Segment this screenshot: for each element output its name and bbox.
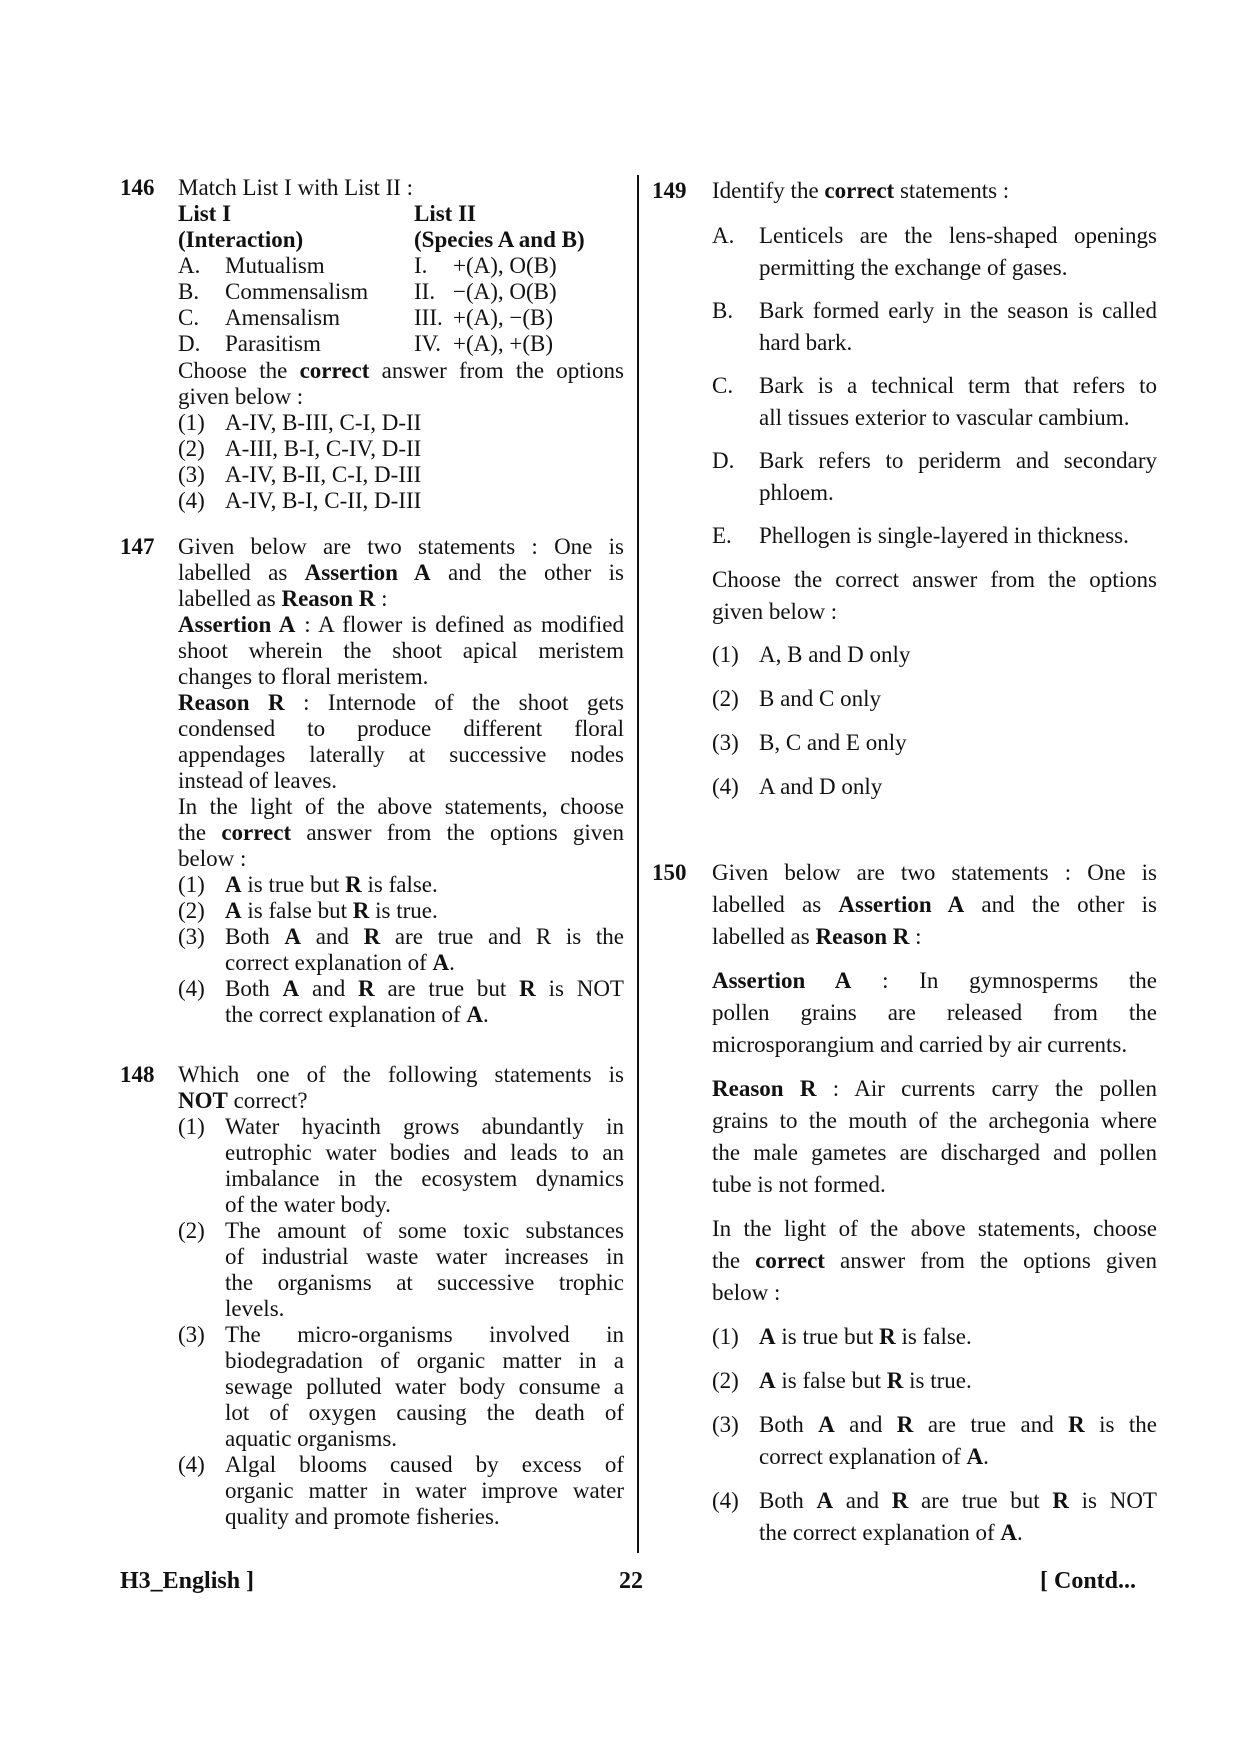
reason-line: grains to the mouth of the archegonia where (712, 1108, 1157, 1133)
list1-item: Amensalism (225, 305, 340, 330)
choose-instruction-cont: given below : (178, 384, 304, 409)
list2-item: −(A), O(B) (453, 279, 557, 304)
statement-text: phloem. (759, 480, 834, 505)
reason-line: Reason R : Internode of the shoot gets (178, 690, 624, 715)
list1-heading: List I (178, 201, 232, 226)
option-number: (1) (178, 1114, 205, 1139)
list2-key: II. (414, 279, 436, 304)
option-text: imbalance in the ecosystem dynamics (225, 1166, 624, 1191)
list1-item: Mutualism (225, 253, 325, 278)
option-number: (1) (178, 410, 205, 435)
option-number: (4) (178, 488, 205, 513)
question-number: 146 (120, 175, 155, 200)
list2-item: +(A), −(B) (453, 305, 554, 330)
option-text: A-III, B-I, C-IV, D-II (225, 436, 422, 461)
option-text: B and C only (759, 686, 882, 711)
option-number: (3) (178, 462, 205, 487)
list2-heading: List II (414, 201, 476, 226)
option-text: Both A and R are true and R is the (225, 924, 625, 949)
option-text: A-IV, B-I, C-II, D-III (225, 488, 422, 513)
reason-line: the male gametes are discharged and pollen (712, 1140, 1157, 1165)
statement-key: D. (712, 448, 735, 473)
option-text: organic matter in water improve water (225, 1478, 624, 1503)
option-text: A is false but R is true. (225, 898, 438, 923)
option-text: Both A and R are true but R is NOT (225, 976, 624, 1001)
option-number: (1) (712, 1324, 739, 1349)
list1-key: D. (178, 331, 201, 356)
statement-key: A. (712, 223, 735, 248)
statement-key: E. (712, 523, 732, 548)
option-number: (4) (178, 976, 205, 1001)
question-line: labelled as Reason R : (712, 924, 922, 949)
option-text: the correct explanation of A. (225, 1002, 489, 1027)
choose-instruction-cont: given below : (712, 599, 838, 624)
instruction-line: below : (712, 1280, 781, 1305)
option-text: B, C and E only (759, 730, 907, 755)
option-number: (2) (712, 1368, 739, 1393)
option-text: A is true but R is false. (225, 872, 438, 897)
assertion-line: Assertion A : In gymnosperms the (712, 968, 1157, 993)
question-number: 147 (120, 534, 155, 559)
list2-subheading: (Species A and B) (414, 227, 585, 252)
option-number: (3) (712, 730, 739, 755)
reason-line: tube is not formed. (712, 1172, 886, 1197)
statement-text: permitting the exchange of gases. (759, 255, 1068, 280)
footer-paper-code: H3_English ] (120, 1568, 255, 1594)
question-line: NOT correct? (178, 1088, 308, 1113)
list1-key: A. (178, 253, 201, 278)
option-number: (3) (712, 1412, 739, 1437)
statement-text: all tissues exterior to vascular cambium. (759, 405, 1130, 430)
option-number: (4) (712, 1488, 739, 1513)
list1-subheading: (Interaction) (178, 227, 304, 252)
option-number: (1) (712, 642, 739, 667)
question-number: 150 (652, 860, 687, 885)
list2-key: I. (414, 253, 428, 278)
option-text: quality and promote fisheries. (225, 1504, 500, 1529)
question-line: labelled as Reason R : (178, 586, 388, 611)
statement-text: Lenticels are the lens-shaped openings (759, 223, 1157, 248)
list1-key: C. (178, 305, 200, 330)
option-text: A-IV, B-II, C-I, D-III (225, 462, 422, 487)
list2-item: +(A), O(B) (453, 253, 557, 278)
option-text: Both A and R are true but R is NOT (759, 1488, 1157, 1513)
instruction-line: the correct answer from the options given (178, 820, 624, 845)
list2-item: +(A), +(B) (453, 331, 554, 356)
statement-text: Bark is a technical term that refers to (759, 373, 1157, 398)
list1-item: Parasitism (225, 331, 321, 356)
option-text: A and D only (759, 774, 883, 799)
option-number: (2) (178, 436, 205, 461)
option-text: sewage polluted water body consume a (225, 1374, 624, 1399)
option-text: A is false but R is true. (759, 1368, 972, 1393)
option-number: (2) (178, 1218, 205, 1243)
option-text: A, B and D only (759, 642, 911, 667)
option-number: (2) (178, 898, 205, 923)
option-text: Both A and R are true and R is the (759, 1412, 1157, 1437)
choose-instruction: Choose the correct answer from the options (712, 567, 1157, 592)
option-text: The amount of some toxic substances (225, 1218, 624, 1243)
statement-key: B. (712, 298, 734, 323)
assertion-line: pollen grains are released from the (712, 1000, 1157, 1025)
option-text: correct explanation of A. (759, 1444, 989, 1469)
assertion-line: shoot wherein the shoot apical meristem (178, 638, 624, 663)
question-number: 149 (652, 178, 687, 203)
option-text: eutrophic water bodies and leads to an (225, 1140, 624, 1165)
option-text: levels. (225, 1296, 285, 1321)
reason-line: Reason R : Air currents carry the pollen (712, 1076, 1157, 1101)
page-number: 22 (619, 1568, 643, 1594)
statement-text: hard bark. (759, 330, 853, 355)
option-number: (2) (712, 686, 739, 711)
choose-instruction: Choose the correct answer from the options (178, 358, 624, 383)
option-text: The micro-organisms involved in (225, 1322, 624, 1347)
option-text: aquatic organisms. (225, 1426, 398, 1451)
option-text: Algal blooms caused by excess of (225, 1452, 624, 1477)
option-text: correct explanation of A. (225, 950, 455, 975)
option-text: the correct explanation of A. (759, 1520, 1023, 1545)
option-text: of industrial waste water increases in (225, 1244, 624, 1269)
question-intro: Match List I with List II : (178, 175, 414, 200)
reason-line: instead of leaves. (178, 768, 338, 793)
option-number: (1) (178, 872, 205, 897)
statement-text: Bark formed early in the season is called (759, 298, 1157, 323)
reason-line: condensed to produce different floral (178, 716, 624, 741)
question-line: Given below are two statements : One is (178, 534, 624, 559)
instruction-line: below : (178, 846, 247, 871)
option-number: (4) (178, 1452, 205, 1477)
option-text: of the water body. (225, 1192, 391, 1217)
option-text: the organisms at successive trophic (225, 1270, 624, 1295)
reason-line: appendages laterally at successive nodes (178, 742, 624, 767)
question-line: labelled as Assertion A and the other is (712, 892, 1157, 917)
question-line: Which one of the following statements is (178, 1062, 624, 1087)
assertion-line: Assertion A : A flower is defined as modified (178, 612, 624, 637)
assertion-line: changes to floral meristem. (178, 664, 429, 689)
statement-key: C. (712, 373, 734, 398)
option-text: Water hyacinth grows abundantly in (225, 1114, 624, 1139)
list2-key: III. (414, 305, 443, 330)
option-text: biodegradation of organic matter in a (225, 1348, 624, 1373)
statement-text: Bark refers to periderm and secondary (759, 448, 1157, 473)
question-line: Given below are two statements : One is (712, 860, 1157, 885)
list1-key: B. (178, 279, 200, 304)
option-text: A is true but R is false. (759, 1324, 972, 1349)
option-text: A-IV, B-III, C-I, D-II (225, 410, 422, 435)
statement-text: Phellogen is single-layered in thickness. (759, 523, 1129, 548)
option-number: (3) (178, 924, 205, 949)
option-text: lot of oxygen causing the death of (225, 1400, 624, 1425)
question-number: 148 (120, 1062, 155, 1087)
footer-continued: [ Contd... (1040, 1568, 1137, 1594)
column-divider (637, 175, 639, 1553)
list1-item: Commensalism (225, 279, 369, 304)
list2-key: IV. (414, 331, 442, 356)
instruction-line: the correct answer from the options given (712, 1248, 1157, 1273)
question-line: Identify the correct statements : (712, 178, 1010, 203)
instruction-line: In the light of the above statements, choose (712, 1216, 1157, 1241)
assertion-line: microsporangium and carried by air currents. (712, 1032, 1128, 1057)
question-line: labelled as Assertion A and the other is (178, 560, 624, 585)
option-number: (3) (178, 1322, 205, 1347)
instruction-line: In the light of the above statements, choose (178, 794, 624, 819)
option-number: (4) (712, 774, 739, 799)
